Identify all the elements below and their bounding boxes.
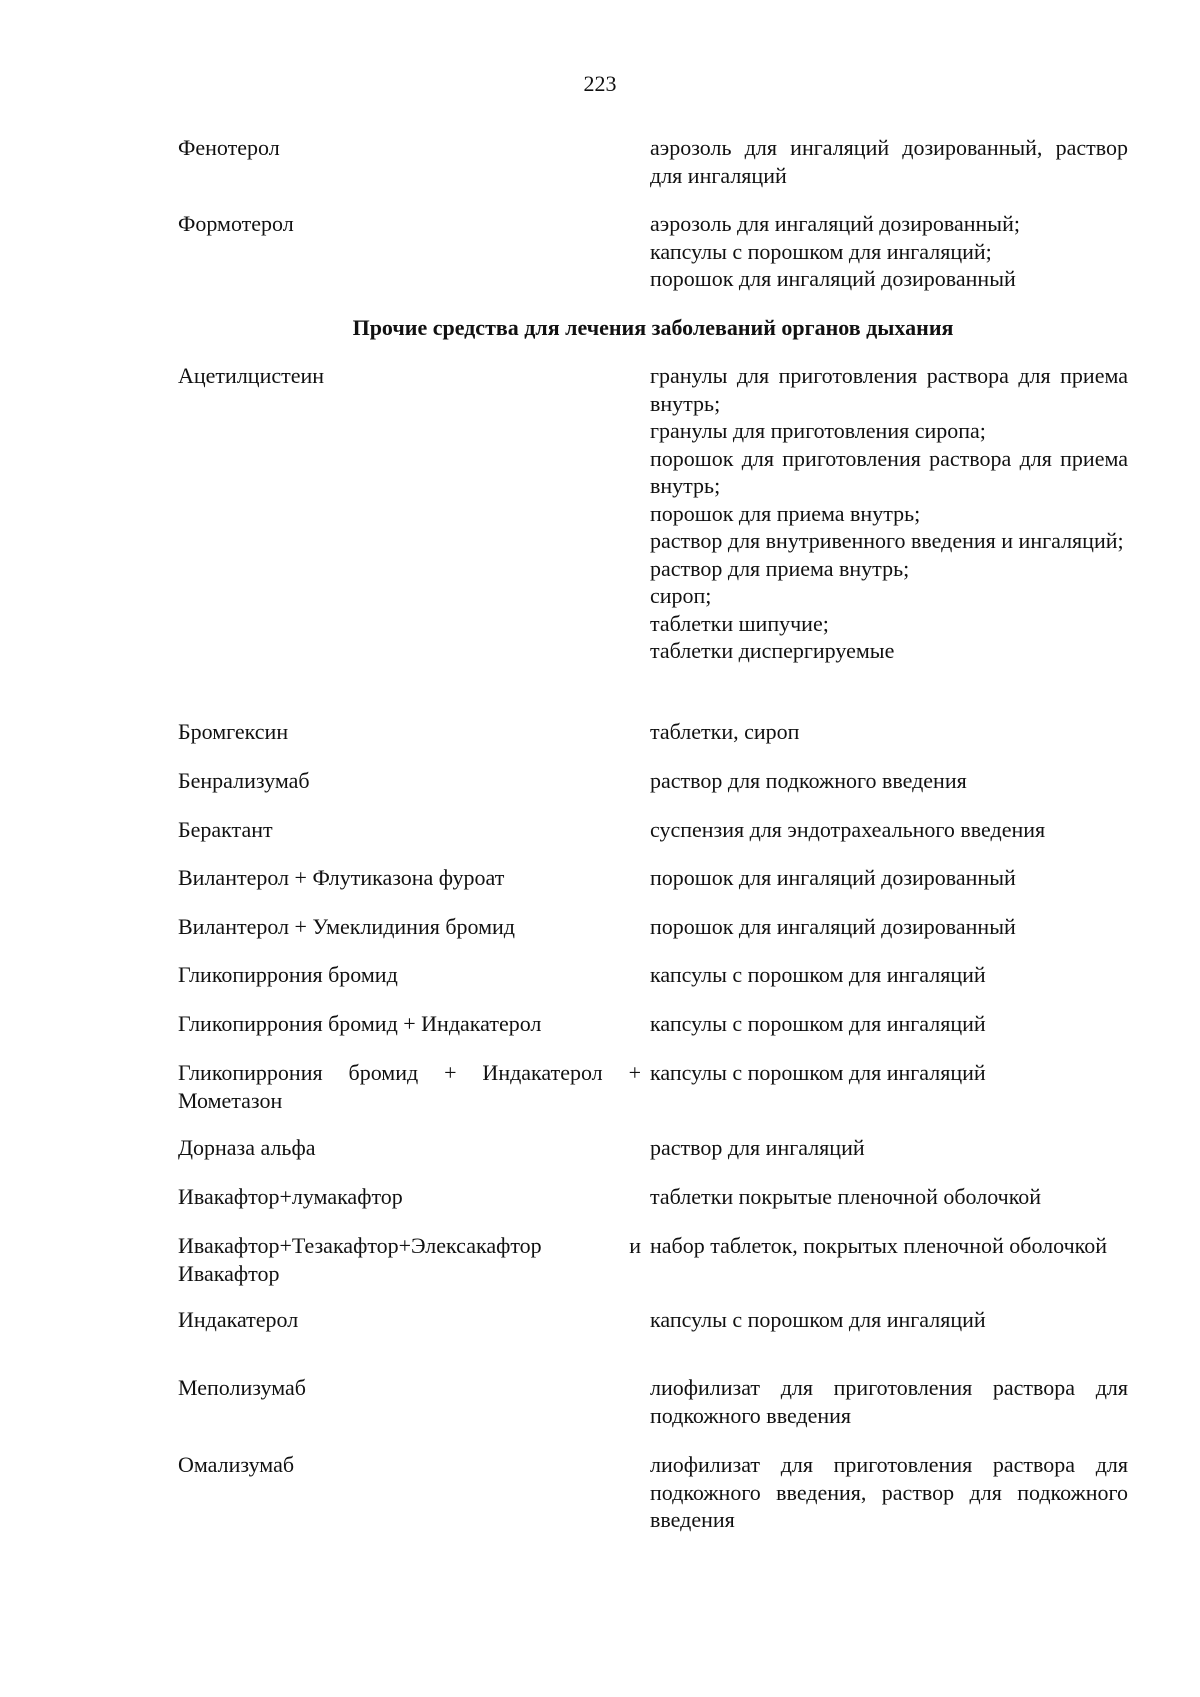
dosage-form: суспензия для эндотрахеального введения (650, 817, 1046, 842)
drug-name: Вилантерол + Умеклидиния бромид (178, 914, 516, 939)
dosage-form: набор таблеток, покрытых пленочной оболочкой (650, 1233, 1107, 1258)
table-row (178, 1306, 1128, 1334)
drug-name: Меполизумаб (178, 1375, 306, 1400)
dosage-form: раствор для приема внутрь; (650, 555, 910, 581)
drug-name: Вилантерол + Флутиказона фуроат (178, 865, 505, 890)
dosage-form: порошок для ингаляций дозированный (650, 266, 1016, 291)
drug-name: Дорназа альфа (178, 1135, 316, 1160)
dosage-forms (650, 1059, 1128, 1087)
table-row (178, 1451, 1128, 1534)
dosage-form: капсулы с порошком для ингаляций (650, 962, 986, 987)
dosage-forms (650, 961, 1128, 989)
dosage-forms (650, 1183, 1128, 1211)
dosage-forms (650, 718, 1128, 746)
dosage-form: таблетки диспергируемые (650, 638, 895, 663)
dosage-form: аэрозоль для ингаляций дозированный, раствор для ингаляций (650, 135, 1128, 188)
table-row (178, 210, 1128, 293)
dosage-form: таблетки покрытые пленочной оболочкой (650, 1184, 1042, 1209)
table-row (178, 1134, 1128, 1162)
dosage-forms (650, 767, 1128, 795)
drug-name: Ацетилцистеин (178, 363, 325, 388)
dosage-form: гранулы для приготовления сиропа; (650, 418, 986, 443)
section-heading: Прочие средства для лечения заболеваний органов дыхания (352, 315, 954, 340)
dosage-form: таблетки шипучие; (650, 610, 829, 636)
drug-name: Гликопиррония бромид (178, 962, 398, 987)
table-row (178, 864, 1128, 892)
dosage-forms (650, 864, 1128, 892)
dosage-forms (650, 362, 1128, 665)
dosage-form: сироп; (650, 583, 712, 608)
dosage-forms (650, 1306, 1128, 1334)
dosage-form: аэрозоль для ингаляций дозированный; (650, 211, 1020, 236)
dosage-form: раствор для внутривенного введения и ингаляций; (650, 528, 1124, 553)
drug-name: Гликопиррония бромид + Индакатерол (178, 1011, 542, 1036)
table-row (178, 1183, 1128, 1211)
dosage-form: таблетки, сироп (650, 719, 800, 744)
dosage-forms (650, 1010, 1128, 1038)
dosage-form: лиофилизат для приготовления раствора для подкожного введения, раствор для подкожного введения (650, 1452, 1128, 1532)
table-row (178, 767, 1128, 795)
dosage-form: капсулы с порошком для ингаляций (650, 1011, 986, 1036)
table-row (178, 1059, 1128, 1114)
drug-name: Индакатерол (178, 1307, 299, 1332)
dosage-form: капсулы с порошком для ингаляций (650, 1060, 986, 1085)
table-row (178, 362, 1128, 665)
table-row (178, 718, 1128, 746)
drug-name: Фенотерол (178, 135, 280, 160)
dosage-form: порошок для приготовления раствора для приема внутрь; (650, 445, 1128, 498)
dosage-forms (650, 1134, 1128, 1162)
dosage-forms (650, 816, 1128, 844)
drug-name: Ивакафтор+лумакафтор (178, 1184, 403, 1209)
drug-name: Формотерол (178, 211, 294, 236)
table-row (178, 134, 1128, 189)
page-number: 223 (583, 71, 617, 96)
dosage-form: лиофилизат для приготовления раствора для подкожного введения (650, 1375, 1128, 1428)
table-row (178, 913, 1128, 941)
dosage-form: порошок для ингаляций дозированный (650, 865, 1016, 890)
dosage-forms (650, 1232, 1128, 1260)
dosage-forms (650, 1451, 1128, 1534)
dosage-form: порошок для ингаляций дозированный (650, 914, 1016, 939)
table-row (178, 1010, 1128, 1038)
drug-name: Берактант (178, 817, 273, 842)
dosage-form: порошок для приема внутрь; (650, 500, 921, 526)
dosage-forms (650, 1374, 1128, 1429)
dosage-forms (650, 134, 1128, 189)
dosage-form: капсулы с порошком для ингаляций (650, 1307, 986, 1332)
drug-name: Бромгексин (178, 719, 289, 744)
table-row (178, 1374, 1128, 1429)
dosage-forms (650, 913, 1128, 941)
dosage-form: капсулы с порошком для ингаляций; (650, 238, 992, 264)
table-row (178, 961, 1128, 989)
dosage-form: гранулы для приготовления раствора для приема внутрь; (650, 363, 1128, 416)
dosage-form: раствор для ингаляций (650, 1135, 865, 1160)
drug-name: Омализумаб (178, 1452, 295, 1477)
table-row (178, 1232, 1128, 1287)
dosage-form: раствор для подкожного введения (650, 768, 967, 793)
dosage-forms (650, 210, 1128, 293)
drug-name: Ивакафтор+Тезакафтор+Элексакафтор и Ивакафтор (178, 1233, 641, 1286)
drug-name: Гликопиррония бромид + Индакатерол + Мометазон (178, 1060, 641, 1113)
table-row (178, 816, 1128, 844)
drug-name: Бенрализумаб (178, 768, 310, 793)
